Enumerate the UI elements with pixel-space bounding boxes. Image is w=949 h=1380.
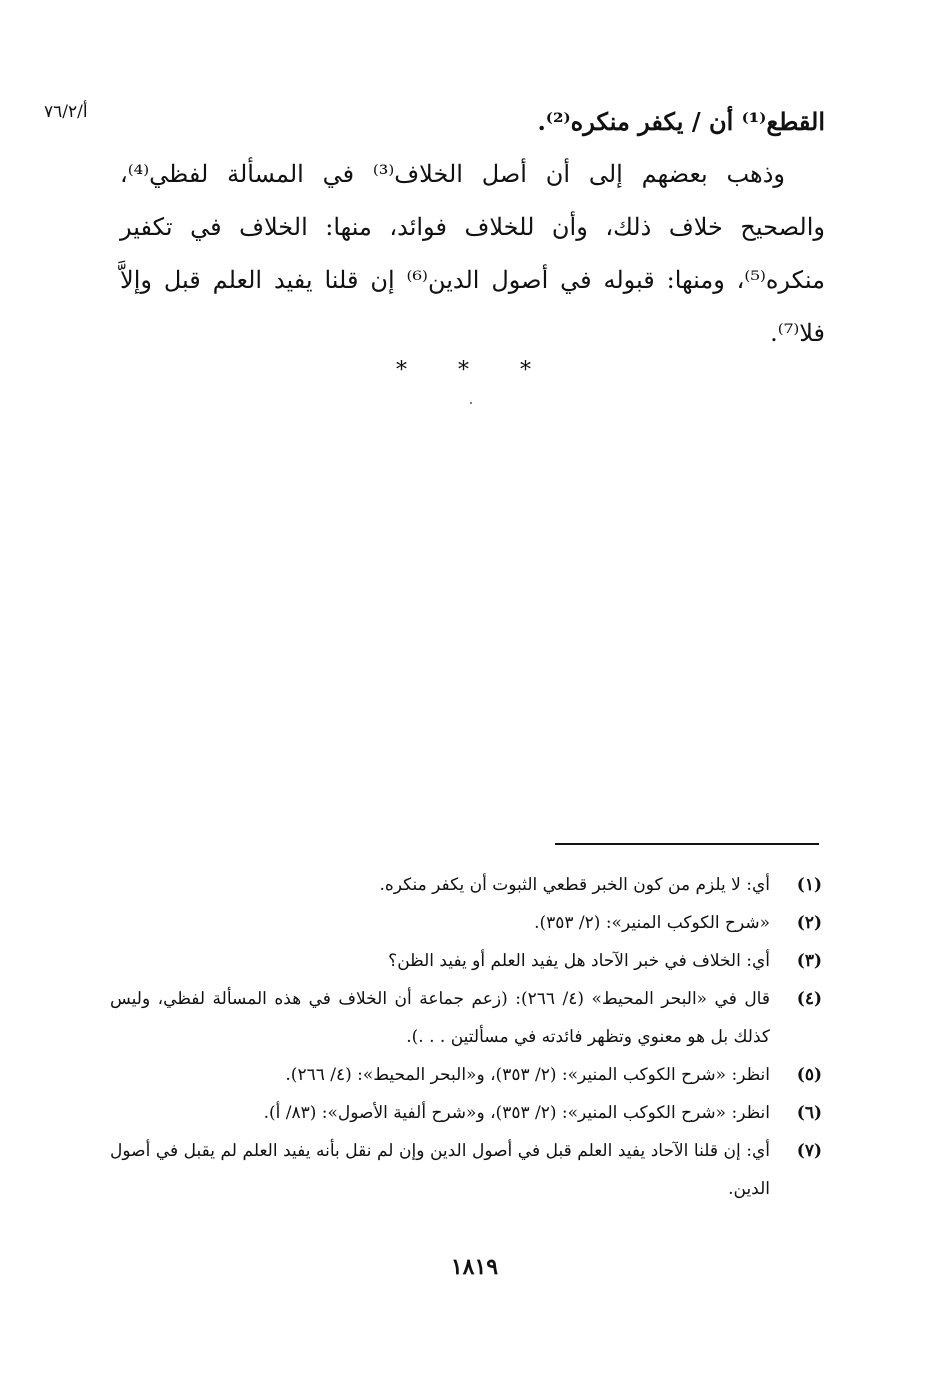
footnote-4 [110,980,822,1056]
footnote-text: أي: إن قلنا الآحاد يفيد العلم قبل في أصول الدين وإن لم نقل بأنه يفيد العلم لم يقبل في أصول الدين. [110,1141,770,1199]
footnote-text: قال في «البحر المحيط» (٤/ ٢٦٦): (زعم جماعة أن الخلاف في هذه المسألة لفظي، وليس كذلك بل هو معنوي وتظهر فائدته في مسألتين . . .). [110,989,770,1047]
footnote-text: انظر: «شرح الكوكب المنير»: (٢/ ٣٥٣)، و«شرح ألفية الأصول»: (٨٣/ أ). [263,1103,770,1123]
footnote-text: انظر: «شرح الكوكب المنير»: (٢/ ٣٥٣)، و«البحر المحيط»: (٤/ ٢٦٦). [285,1065,770,1085]
footnote-text: أي: الخلاف في خبر الآحاد هل يفيد العلم أو يفيد الظن؟ [388,951,770,971]
page-number: ١٨١٩ [450,1254,499,1280]
main-body-text [120,95,825,360]
footnote-7 [110,1132,822,1208]
footnote-1 [110,866,822,904]
footnote-2 [110,904,822,942]
body-line-1: القطع⁽¹⁾ أن / يكفر منكره⁽²⁾. [537,107,825,136]
print-speck [470,402,472,404]
footnote-text: أي: لا يلزم من كون الخبر قطعي الثبوت أن يكفر منكره. [379,875,770,895]
footnote-number: (٣) [796,951,822,971]
footnote-number: (٧) [796,1141,822,1161]
footnote-text: «شرح الكوكب المنير»: (٢/ ٣٥٣). [534,913,770,933]
footnote-number: (١) [796,875,822,895]
footnote-number: (٦) [796,1103,822,1123]
body-paragraph: وذهب بعضهم إلى أن أصل الخلاف⁽³⁾ في المسألة لفظي⁽⁴⁾، والصحيح خلاف ذلك، وأن للخلاف فوائد، منها: الخلاف في تكفير منكره⁽⁵⁾، ومنها: قبوله في أصول الدين⁽⁶⁾ إن قلنا يفيد العلم قبل وإلاَّ فلا⁽⁷⁾. [120,160,825,347]
section-separator: * * * [396,358,553,383]
footnote-number: (٤) [796,989,822,1009]
footnote-3 [110,942,822,980]
manuscript-folio-reference: أ/٧٦/٢ [44,102,88,122]
footnote-rule [555,843,819,845]
footnote-6 [110,1094,822,1132]
footnotes [110,866,822,1208]
footnote-number: (٢) [796,913,822,933]
footnote-number: (٥) [796,1065,822,1085]
footnote-5 [110,1056,822,1094]
